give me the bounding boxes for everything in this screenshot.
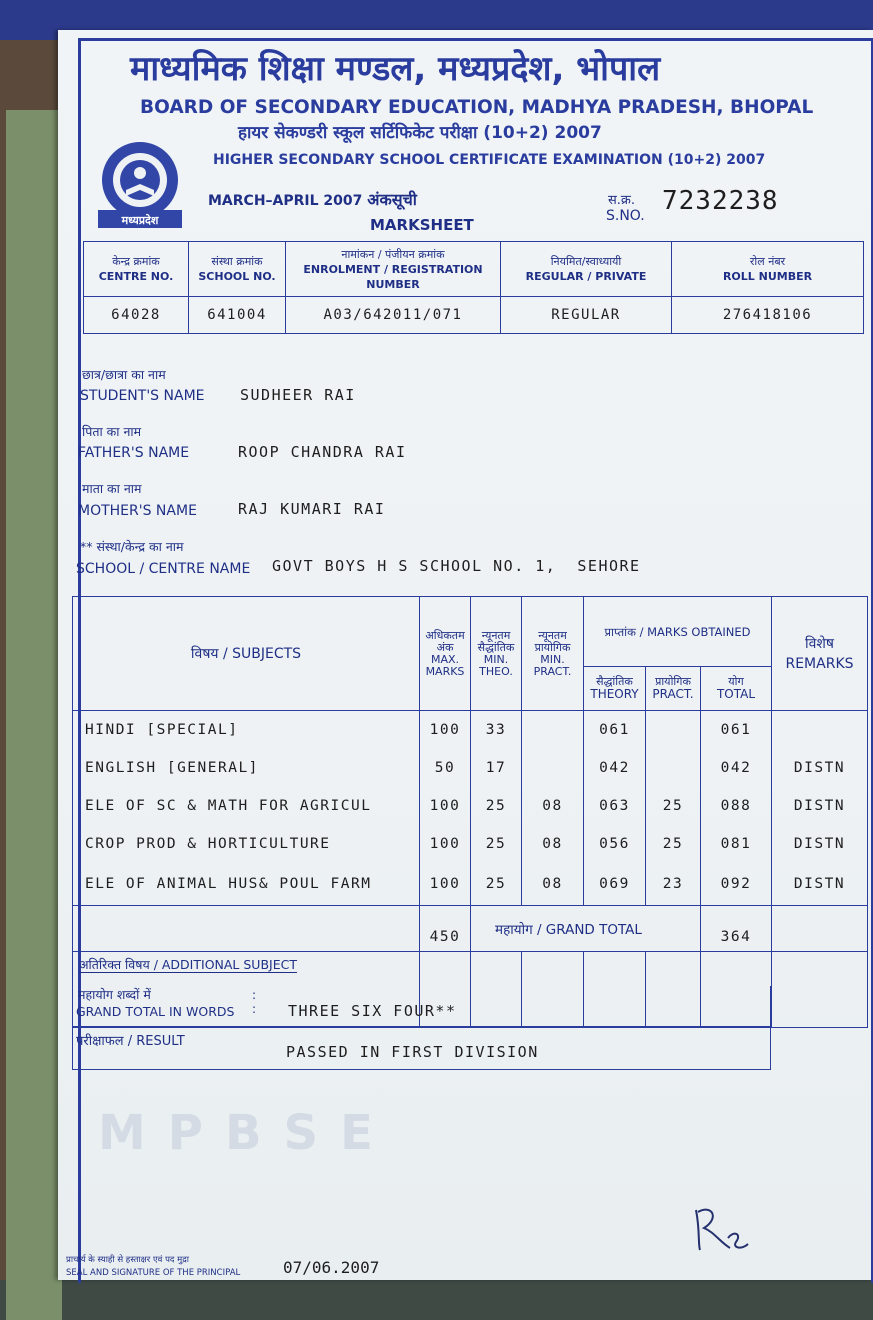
min-practical-header: न्यूनतम प्रायोगिक MIN. PRACT. [522, 597, 584, 711]
seal-text: मध्यप्रदेश [121, 214, 159, 227]
max-marks: 50 [420, 749, 471, 787]
total-marks: 088 [701, 787, 772, 825]
grand-total-words-label-hindi: महायोग शब्दों में [78, 987, 151, 1002]
practical-marks [646, 711, 701, 750]
max-marks: 100 [420, 825, 471, 863]
session-label: MARCH–APRIL 2007 अंकसूची [208, 190, 417, 209]
min-theory: 25 [471, 787, 522, 825]
result-label: परीक्षाफल / RESULT [76, 1034, 185, 1049]
grand-total: 364 [701, 906, 772, 952]
max-marks: 100 [420, 787, 471, 825]
subject-row [73, 825, 868, 863]
student-name-label: STUDENT'S NAME [80, 388, 205, 404]
min-theory: 33 [471, 711, 522, 750]
board-seal-logo [92, 140, 188, 232]
remarks-header: विशेष REMARKS [772, 597, 868, 711]
practical-marks: 25 [646, 825, 701, 863]
grand-total-row [73, 906, 868, 952]
total-marks: 061 [701, 711, 772, 750]
total-marks: 042 [701, 749, 772, 787]
watermark: MPBSE [98, 1105, 395, 1161]
remarks: DISTN [772, 863, 868, 906]
practical-marks: 25 [646, 787, 701, 825]
subject-name: ELE OF ANIMAL HUS& POUL FARM [73, 863, 420, 906]
regular-private-header: नियमित/स्वाध्यायी REGULAR / PRIVATE [501, 242, 672, 297]
total-header: योग TOTAL [701, 667, 772, 711]
exam-title-hindi: हायर सेकण्डरी स्कूल सर्टिफिकेट परीक्षा (10+2) 2007 [238, 123, 602, 143]
serial-label-hindi: स.क्र. [608, 193, 636, 208]
min-theory-header: न्यूनतम सैद्धांतिक MIN. THEO. [471, 597, 522, 711]
roll-number: 276418106 [672, 297, 864, 334]
exam-title-english: HIGHER SECONDARY SCHOOL CERTIFICATE EXAMINATION (10+2) 2007 [213, 152, 766, 168]
subjects-header: विषय / SUBJECTS [73, 597, 420, 711]
school-name: GOVT BOYS H S SCHOOL NO. 1, SEHORE [272, 557, 641, 575]
enrolment-number: A03/642011/071 [286, 297, 501, 334]
father-name-label: FATHER'S NAME [78, 445, 190, 461]
min-theory: 25 [471, 863, 522, 906]
serial-number: 7232238 [662, 186, 779, 216]
min-theory: 25 [471, 825, 522, 863]
remarks [772, 711, 868, 750]
mother-name-label: MOTHER'S NAME [78, 503, 197, 519]
grand-total-words: THREE SIX FOUR** [288, 1002, 457, 1020]
grand-total-label: महायोग / GRAND TOTAL [471, 906, 701, 952]
mother-name-label-hindi: माता का नाम [82, 481, 142, 496]
min-practical [522, 749, 584, 787]
min-theory: 17 [471, 749, 522, 787]
serial-label-english: S.NO. [606, 208, 645, 224]
practical-marks: 23 [646, 863, 701, 906]
centre-header: केन्द्र क्रमांक CENTRE NO. [84, 242, 189, 297]
total-marks: 081 [701, 825, 772, 863]
subject-name: HINDI [SPECIAL] [73, 711, 420, 750]
signature-label: SEAL AND SIGNATURE OF THE PRINCIPAL [66, 1268, 241, 1278]
marks-obtained-header: प्राप्तांक / MARKS OBTAINED [584, 597, 772, 667]
subject-row [73, 787, 868, 825]
additional-subject-label: अतिरिक्त विषय / ADDITIONAL SUBJECT [79, 957, 297, 972]
subject-row [73, 711, 868, 750]
registration-table [83, 241, 864, 334]
theory-marks: 063 [584, 787, 646, 825]
father-name-label-hindi: पिता का नाम [82, 424, 142, 439]
signature-label-hindi: प्राचार्य के स्याही से हस्ताक्षर एवं पद मुद्रा [66, 1255, 189, 1265]
theory-marks: 042 [584, 749, 646, 787]
school-number: 641004 [189, 297, 286, 334]
theory-header: सैद्धांतिक THEORY [584, 667, 646, 711]
regular-private-value: REGULAR [501, 297, 672, 334]
remarks: DISTN [772, 749, 868, 787]
colon-separator: : : [252, 988, 257, 1016]
principal-signature [690, 1200, 760, 1260]
remarks: DISTN [772, 787, 868, 825]
father-name: ROOP CHANDRA RAI [238, 443, 407, 461]
practical-header: प्रायोगिक PRACT. [646, 667, 701, 711]
max-marks-header: अधिकतम अंक MAX. MARKS [420, 597, 471, 711]
theory-marks: 061 [584, 711, 646, 750]
min-practical: 08 [522, 787, 584, 825]
centre-number: 64028 [84, 297, 189, 334]
school-name-label-hindi: ** संस्था/केन्द्र का नाम [80, 539, 184, 554]
total-marks: 092 [701, 863, 772, 906]
school-header: संस्था क्रमांक SCHOOL NO. [189, 242, 286, 297]
theory-marks: 069 [584, 863, 646, 906]
subject-row [73, 749, 868, 787]
student-name: SUDHEER RAI [240, 386, 356, 404]
result-value: PASSED IN FIRST DIVISION [286, 1043, 539, 1061]
practical-marks [646, 749, 701, 787]
subject-name: CROP PROD & HORTICULTURE [73, 825, 420, 863]
max-marks: 100 [420, 711, 471, 750]
max-total: 450 [420, 906, 471, 952]
theory-marks: 056 [584, 825, 646, 863]
min-practical: 08 [522, 863, 584, 906]
marksheet-label: MARKSHEET [370, 216, 474, 234]
grand-total-words-label: GRAND TOTAL IN WORDS [76, 1004, 235, 1019]
mother-name: RAJ KUMARI RAI [238, 500, 386, 518]
roll-header: रोल नंबर ROLL NUMBER [672, 242, 864, 297]
enrolment-header: नामांकन / पंजीयन क्रमांक ENROLMENT / REGISTRATION NUMBER [286, 242, 501, 297]
subject-name: ENGLISH [GENERAL] [73, 749, 420, 787]
school-name-label: SCHOOL / CENTRE NAME [76, 561, 251, 577]
student-name-label-hindi: छात्र/छात्रा का नाम [82, 367, 166, 382]
min-practical [522, 711, 584, 750]
board-title-english: BOARD OF SECONDARY EDUCATION, MADHYA PRADESH, BHOPAL [140, 97, 814, 118]
min-practical: 08 [522, 825, 584, 863]
marks-table [72, 596, 868, 1028]
board-title-hindi: माध्यमिक शिक्षा मण्डल, मध्यप्रदेश, भोपाल [130, 49, 661, 89]
subject-row [73, 863, 868, 906]
remarks: DISTN [772, 825, 868, 863]
max-marks: 100 [420, 863, 471, 906]
issue-date: 07/06.2007 [283, 1258, 380, 1277]
subject-name: ELE OF SC & MATH FOR AGRICUL [73, 787, 420, 825]
